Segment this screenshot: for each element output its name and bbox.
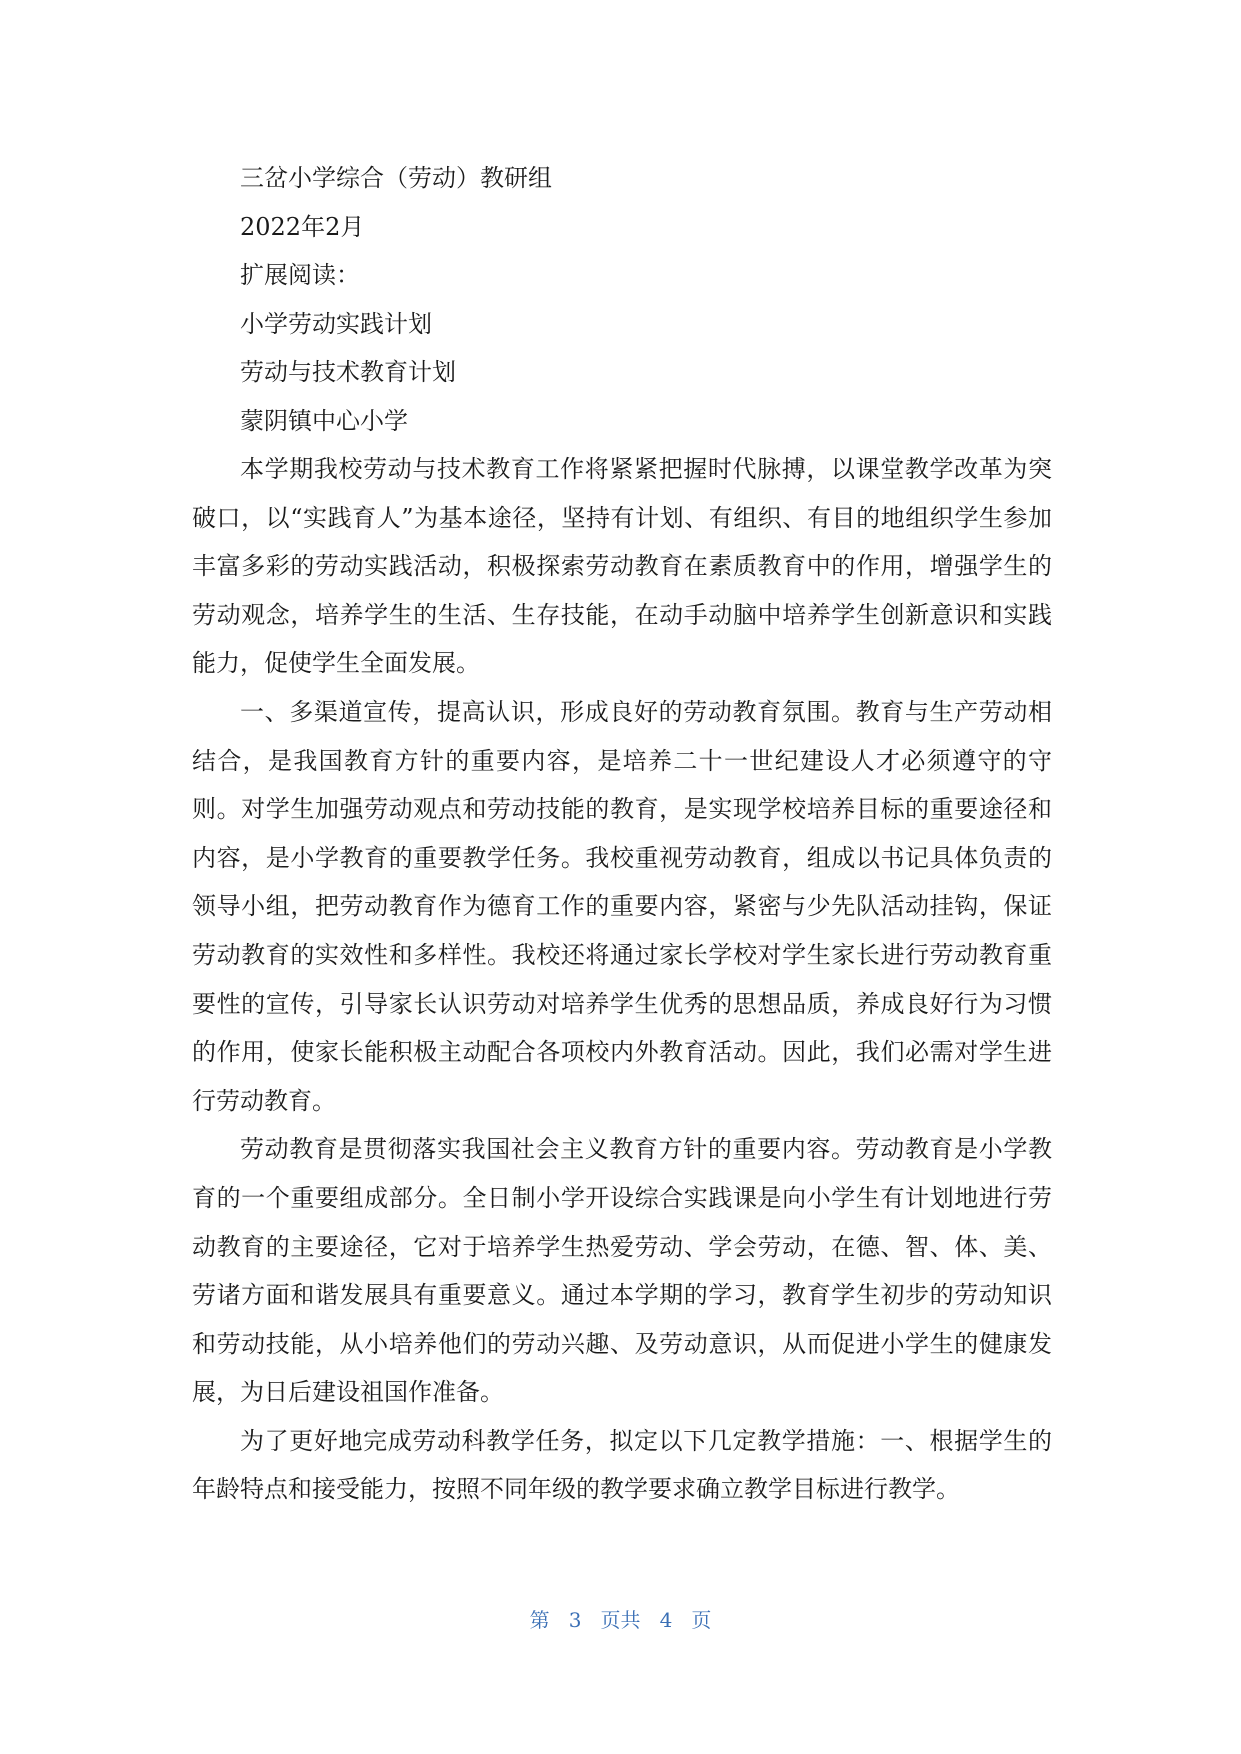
school-name: 蒙阴镇中心小学 — [240, 406, 408, 435]
footer-total-pages: 4 — [659, 1608, 673, 1632]
footer-middle: 页共 — [600, 1608, 641, 1632]
footer-current-page: 3 — [568, 1608, 582, 1632]
org-line: 三岔小学综合（劳动）教研组 — [240, 164, 552, 192]
date-line: 2022年2月 — [240, 212, 365, 241]
paragraph-section-one: 一、多渠道宣传，提高认识，形成良好的劳动教育氛围。教育与生产劳动相结合，是我国教育方针的重要内容，是培养二十一世纪建设人才必须遵守的守则。对学生加强劳动观点和劳动技能的教育，是实现学校培养目标的重要途径和内容，是小学教育的重要教学任务。我校重视劳动教育，组成以书记具体负责的领导小组，把劳动教育作为德育工作的重要内容，紧密与少先队活动挂钩，保证劳动教育的实效性和多样性。我校还将通过家长学校对学生家长进行劳动教育重要性的宣传，引导家长认识劳动对培养学生优秀的思想品质，养成良好行为习惯的作用，使家长能积极主动配合各项校内外教育活动。因此，我们必需对学生进行劳动教育。 — [192, 697, 1052, 1115]
footer-prefix: 第 — [529, 1608, 550, 1632]
paragraph-measures: 为了更好地完成劳动科教学任务，拟定以下几定教学措施：一、根据学生的年龄特点和接受能力，按照不同年级的教学要求确立教学目标进行教学。 — [192, 1426, 1052, 1504]
page-footer — [0, 1604, 1241, 1633]
footer-suffix: 页 — [691, 1608, 712, 1632]
paragraph-intro: 本学期我校劳动与技术教育工作将紧紧把握时代脉搏，以课堂教学改革为突破口，以“实践育人”为基本途径，坚持有计划、有组织、有目的地组织学生参加丰富多彩的劳动实践活动，积极探索劳动教育在素质教育中的作用，增强学生的劳动观念，培养学生的生活、生存技能，在动手动脑中培养学生创新意识和实践能力，促使学生全面发展。 — [192, 455, 1052, 678]
document-body — [192, 154, 1052, 1514]
paragraph-labor-education: 劳动教育是贯彻落实我国社会主义教育方针的重要内容。劳动教育是小学教育的一个重要组成部分。全日制小学开设综合实践课是向小学生有计划地进行劳动教育的主要途径，它对于培养学生热爱劳动、学会劳动，在德、智、体、美、劳诸方面和谐发展具有重要意义。通过本学期的学习，教育学生初步的劳动知识和劳动技能，从小培养他们的劳动兴趣、及劳动意识，从而促进小学生的健康发展，为日后建设祖国作准备。 — [192, 1135, 1052, 1407]
article-subtitle: 劳动与技术教育计划 — [240, 358, 456, 386]
article-title: 小学劳动实践计划 — [240, 309, 432, 338]
extended-reading-label: 扩展阅读： — [240, 261, 360, 289]
